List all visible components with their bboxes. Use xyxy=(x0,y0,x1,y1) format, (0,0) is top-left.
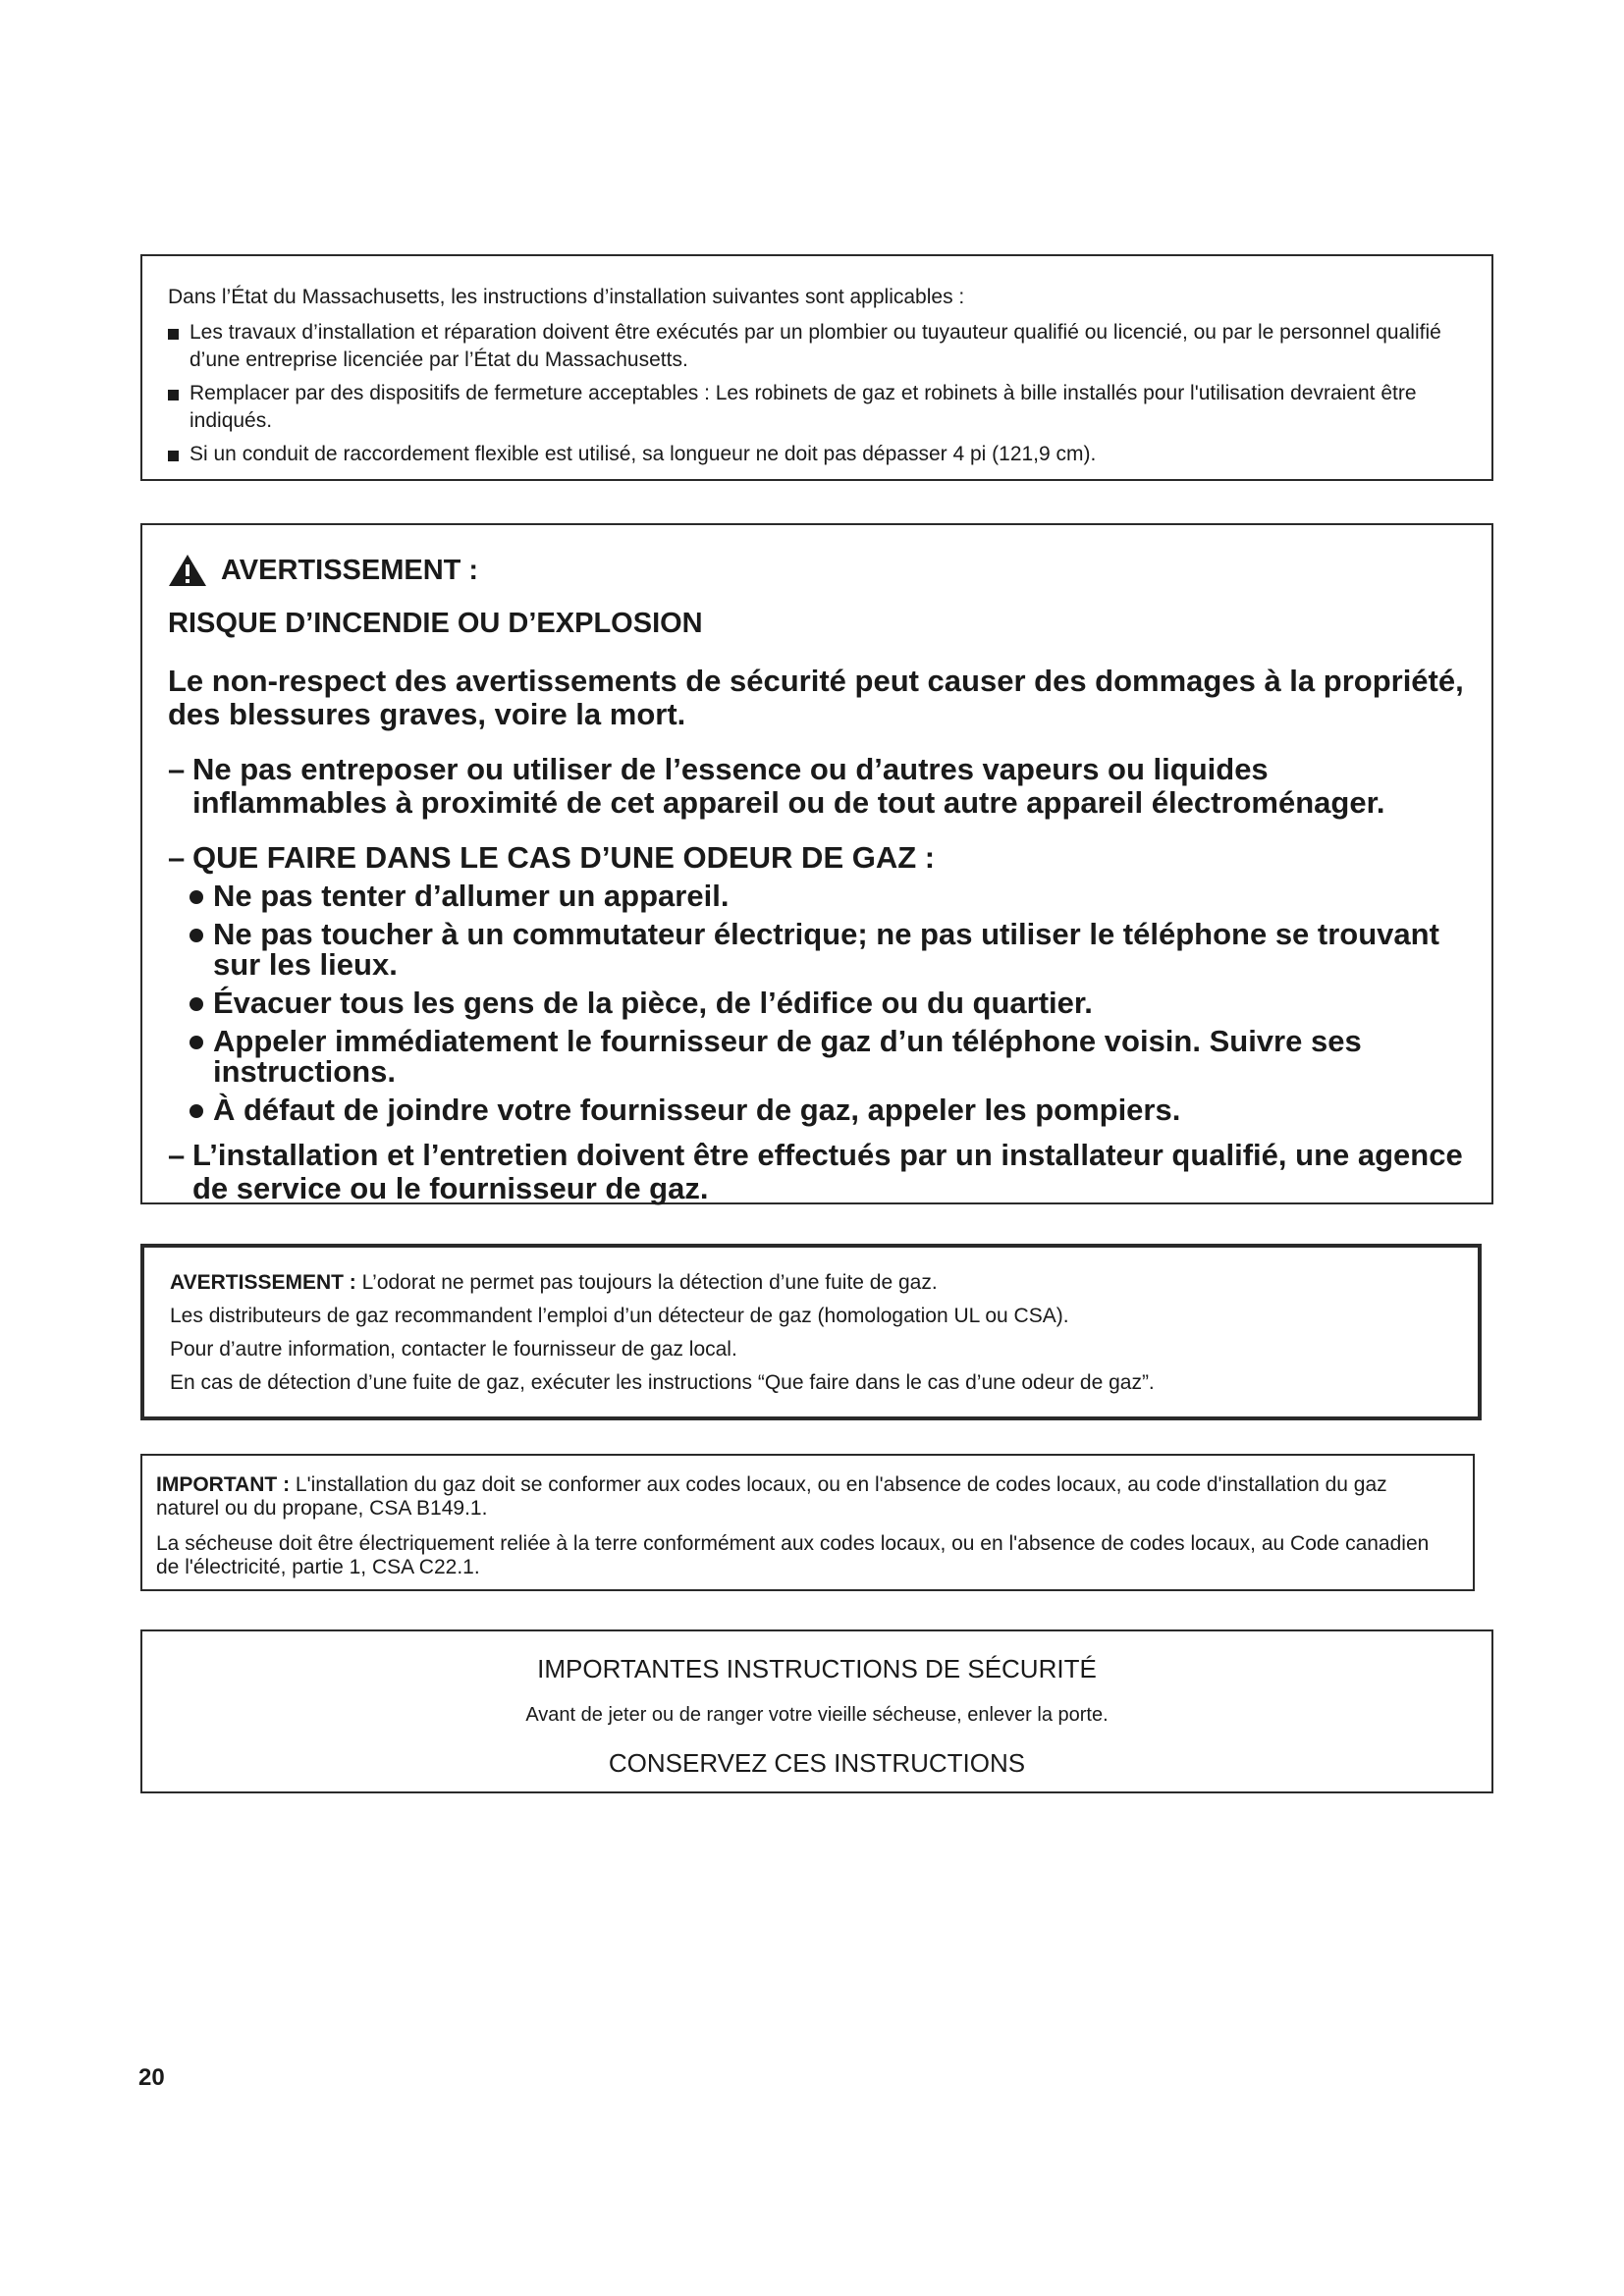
list-item-text: Évacuer tous les gens de la pièce, de l’édifice ou du quartier. xyxy=(213,986,1093,1020)
warning-item-text: L’installation et l’entretien doivent être effectués par un installateur qualifié, une agence de service ou le fournisseur de gaz. xyxy=(192,1138,1463,1205)
dash-marker: – xyxy=(168,752,186,786)
list-item-text: Les travaux d’installation et réparation doivent être exécutés par un plombier ou tuyauteur qualifié ou licencié, ou par le personnel qualifié d’une entreprise licenciée par l’État du Massachusetts. xyxy=(189,321,1441,371)
list-item xyxy=(189,1026,1468,1087)
warning-item-gas-odor xyxy=(168,841,1468,875)
dash-marker: – xyxy=(168,1138,186,1172)
list-item xyxy=(189,1095,1468,1125)
fire-explosion-warning-box xyxy=(140,523,1493,1204)
list-item xyxy=(168,319,1468,374)
safety-keep: CONSERVEZ CES INSTRUCTIONS xyxy=(608,1748,1026,1778)
bullet-dot-icon xyxy=(189,997,203,1011)
bullet-dot-icon xyxy=(189,1036,203,1049)
list-item xyxy=(168,380,1468,435)
odor-text: L’odorat ne permet pas toujours la détection d’une fuite de gaz. xyxy=(355,1271,938,1294)
list-item-text: Si un conduit de raccordement flexible est utilisé, sa longueur ne doit pas dépasser 4 pi (121,9 cm). xyxy=(189,443,1097,465)
square-bullet-icon xyxy=(168,390,179,400)
important-notice-box xyxy=(140,1454,1475,1591)
warning-triangle-icon xyxy=(168,554,207,587)
odor-line-4: En cas de détection d’une fuite de gaz, exécuter les instructions “Que faire dans le cas d’une odeur de gaz”. xyxy=(170,1371,1155,1394)
list-item-text: Ne pas toucher à un commutateur électrique; ne pas utiliser le téléphone se trouvant sur les lieux. xyxy=(213,917,1439,982)
risk-title: RISQUE D’INCENDIE OU D’EXPLOSION xyxy=(168,608,703,639)
warning-header xyxy=(168,553,1468,588)
warning-item-text: QUE FAIRE DANS LE CAS D’UNE ODEUR DE GAZ : xyxy=(192,840,936,875)
page-number: 20 xyxy=(138,2064,165,2091)
dash-marker: – xyxy=(168,840,186,875)
list-item xyxy=(189,988,1468,1018)
warning-item-installation xyxy=(168,1139,1468,1205)
gas-odor-steps xyxy=(168,881,1468,1125)
bullet-dot-icon xyxy=(189,890,203,904)
list-item xyxy=(189,881,1468,911)
consequence-text: Le non-respect des avertissements de sécurité peut causer des dommages à la propriété, des blessures graves, voire la mort. xyxy=(168,664,1464,731)
bullet-dot-icon xyxy=(189,1104,203,1118)
safety-instructions-box xyxy=(140,1629,1493,1793)
important-line-1 xyxy=(156,1473,1449,1521)
safety-title: IMPORTANTES INSTRUCTIONS DE SÉCURITÉ xyxy=(537,1654,1097,1683)
list-item-text: Ne pas tenter d’allumer un appareil. xyxy=(213,879,730,913)
important-line-2: La sécheuse doit être électriquement reliée à la terre conformément aux codes locaux, ou en l'absence de codes locaux, au Code canadien de l'électricité, partie 1, CSA C22.1. xyxy=(156,1532,1430,1578)
warning-item-text: Ne pas entreposer ou utiliser de l’essence ou d’autres vapeurs ou liquides inflammables à proximité de cet appareil ou de tout autre appareil électroménager. xyxy=(192,752,1385,820)
important-label: IMPORTANT : xyxy=(156,1473,291,1496)
massachusetts-list xyxy=(168,319,1468,468)
square-bullet-icon xyxy=(168,451,179,461)
odor-label: AVERTISSEMENT : xyxy=(170,1271,356,1294)
massachusetts-intro: Dans l’État du Massachusetts, les instructions d’installation suivantes sont applicables : xyxy=(168,286,965,308)
list-item-text: Remplacer par des dispositifs de fermeture acceptables : Les robinets de gaz et robinets à bille installés pour l'utilisation devraient être indiqués. xyxy=(189,382,1417,432)
list-item-text: À défaut de joindre votre fournisseur de gaz, appeler les pompiers. xyxy=(213,1093,1181,1127)
warning-heading: AVERTISSEMENT : xyxy=(221,555,479,586)
massachusetts-box xyxy=(140,254,1493,481)
bullet-dot-icon xyxy=(189,929,203,942)
safety-note: Avant de jeter ou de ranger votre vieille sécheuse, enlever la porte. xyxy=(525,1704,1109,1726)
odor-line-2: Les distributeurs de gaz recommandent l’emploi d’un détecteur de gaz (homologation UL ou CSA). xyxy=(170,1305,1069,1327)
odor-line-3: Pour d’autre information, contacter le fournisseur de gaz local. xyxy=(170,1338,737,1361)
list-item-text: Appeler immédiatement le fournisseur de gaz d’un téléphone voisin. Suivre ses instructions. xyxy=(213,1024,1362,1089)
odor-line-1 xyxy=(170,1269,1454,1297)
square-bullet-icon xyxy=(168,329,179,340)
important-text: L'installation du gaz doit se conformer aux codes locaux, ou en l'absence de codes locaux, au code d'installation du gaz naturel ou du propane, CSA B149.1. xyxy=(156,1473,1387,1520)
list-item xyxy=(189,919,1468,980)
gas-odor-notice-box xyxy=(140,1244,1482,1420)
warning-item-storage xyxy=(168,753,1468,820)
list-item xyxy=(168,441,1468,468)
